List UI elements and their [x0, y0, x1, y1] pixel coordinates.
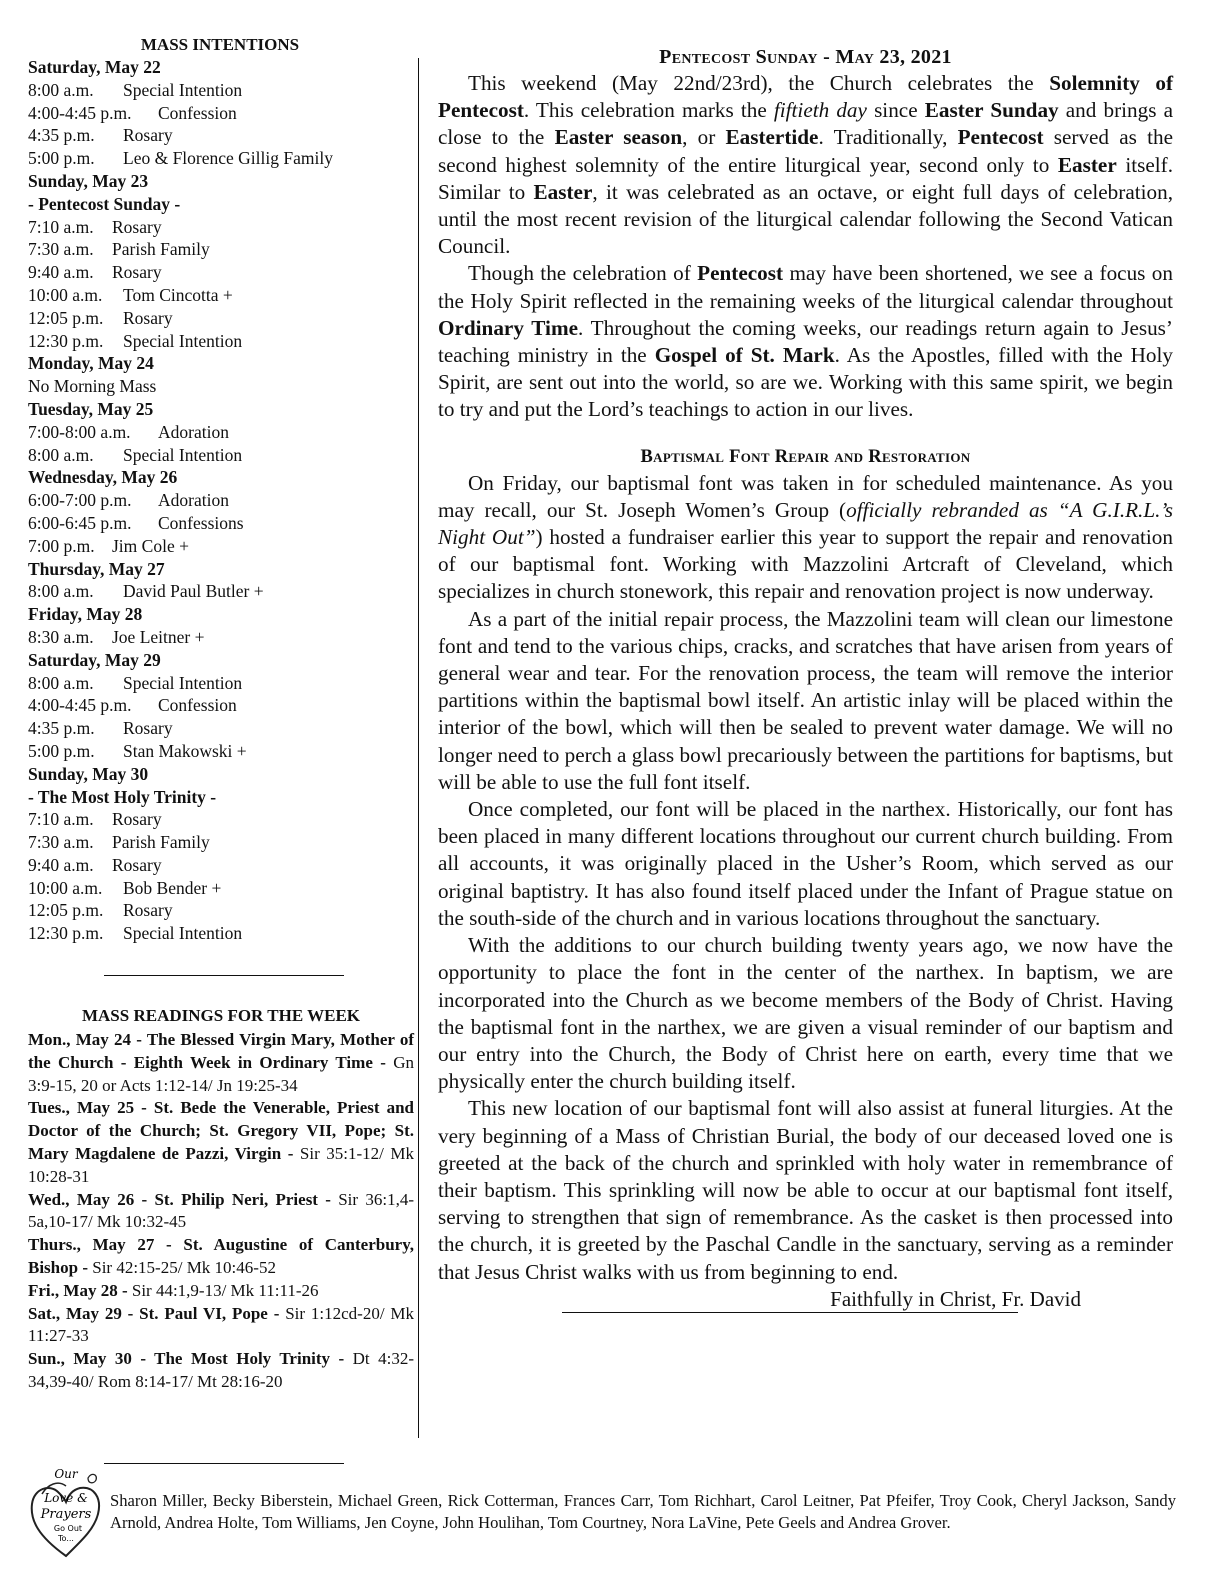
- intention-line: [28, 535, 412, 558]
- intention-text: Joe Leitner +: [112, 626, 205, 647]
- intention-line: [28, 489, 412, 512]
- reading-day: Tues., May 25 - St. Bede the Venerable, Priest and Doctor of the Church; St. Gregory VII, Pope; St. Mary Magdalene de Pazzi, Virgin -: [28, 1098, 414, 1163]
- intention-text: Confession: [158, 695, 237, 716]
- baptismal-font-article: [438, 470, 1173, 1286]
- article-paragraph: On Friday, our baptismal font was taken in for scheduled maintenance. As you may recall, our St. Joseph Women’s Group (officially rebranded as “A G.I.R.L.’s Night Out”) hosted a fundraiser earlier this year to support the repair and renovation of our baptismal font. Working with Mazzolini Artcraft of Cleveland, which specializes in church stonework, this repair and renovation project is now underway.: [438, 470, 1173, 604]
- intention-time: 5:00 p.m.: [28, 148, 95, 169]
- intention-line: [28, 284, 412, 307]
- intention-day-heading: [28, 763, 412, 786]
- intention-text: Bob Bender +: [123, 877, 222, 898]
- intention-time: - Pentecost Sunday -: [28, 193, 181, 214]
- reading-references: Sir 35:1-12/ Mk 10:28-31: [28, 1143, 414, 1186]
- reading-entry: [28, 1348, 414, 1394]
- reading-references: Sir 36:1,4-5a,10-17/ Mk 10:32-45: [28, 1189, 414, 1232]
- intention-line: [28, 216, 412, 239]
- logo-text: Go Out: [53, 1524, 83, 1533]
- intention-text: Rosary: [123, 900, 173, 921]
- article-paragraph: This new location of our baptismal font will also assist at funeral liturgies. At the very beginning of a Mass of Christian Burial, the body of our deceased loved one is greeted at the back of the church and sprinkled with holy water in remembrance of their baptism. This sprinkling will now be able to occur at our baptismal font itself, serving to strengthen that sign of remembrance. As the casket is then processed into the church, it is greeted by the Paschal Candle in the sanctuary, serving as a reminder that Jesus Christ walks with us from beginning to end.: [438, 1096, 1173, 1284]
- reading-day: Sun., May 30 - The Most Holy Trinity -: [28, 1349, 353, 1369]
- intention-time: 7:30 a.m.: [28, 239, 94, 260]
- article-paragraph: Though the celebration of Pentecost may have been shortened, we see a focus on the Holy Spirit reflected in the remaining weeks of the liturgical calendar throughout Ordinary Time. Throughout the coming weeks, our readings return again to Jesus’ teaching ministry in the Gospel of St. Mark. As the Apostles, filled with the Holy Spirit, are sent out into the world, so are we. Working with this same spirit, we begin to try and put the Lord’s teachings to action in our lives.: [438, 261, 1173, 422]
- reading-day: Sat., May 29 - St. Paul VI, Pope -: [28, 1303, 286, 1323]
- reading-entry: [28, 1280, 414, 1303]
- reading-day: Fri., May 28 -: [28, 1280, 132, 1300]
- intention-line: [28, 124, 412, 147]
- pastor-article: [438, 44, 1173, 1314]
- article-intro: [438, 70, 1173, 424]
- mass-readings-list: [28, 1029, 414, 1394]
- intention-time: 12:30 p.m.: [28, 923, 104, 944]
- intention-time: 9:40 a.m.: [28, 854, 94, 875]
- intention-line: [28, 899, 412, 922]
- intention-line: [28, 854, 412, 877]
- intention-time: 6:00-7:00 p.m.: [28, 490, 132, 511]
- intention-text: Rosary: [123, 125, 173, 146]
- intention-line: [28, 238, 412, 261]
- intention-time: - The Most Holy Trinity -: [28, 786, 217, 807]
- intention-day-heading: [28, 603, 412, 626]
- intention-text: David Paul Butler +: [123, 581, 264, 602]
- intention-time: Sunday, May 23: [28, 170, 149, 191]
- intention-time: 9:40 a.m.: [28, 262, 94, 283]
- intention-day-heading: [28, 56, 412, 79]
- logo-text: Love &: [44, 1491, 88, 1505]
- intention-line: [28, 740, 412, 763]
- article-paragraph: Once completed, our font will be placed in the narthex. Historically, our font has been placed in many different locations throughout our current church building. From all accounts, it was originally placed in the Usher’s Room, which served as our original baptistry. It has also found itself placed under the Infant of Prague statue on the south-side of the church and in various locations throughout the sanctuary.: [438, 797, 1173, 930]
- intention-time: 4:00-4:45 p.m.: [28, 102, 132, 123]
- intention-time: Saturday, May 29: [28, 649, 161, 670]
- intention-line: [28, 102, 412, 125]
- intention-time: 8:00 a.m.: [28, 672, 94, 693]
- mass-readings: [28, 1005, 414, 1394]
- love-and-prayers-logo: [28, 1464, 104, 1564]
- intention-text: Parish Family: [112, 832, 210, 853]
- intention-time: 7:10 a.m.: [28, 216, 94, 237]
- intention-text: Special Intention: [123, 444, 243, 465]
- intention-line: [28, 717, 412, 740]
- intention-day-heading: [28, 649, 412, 672]
- divider-rule: [104, 1463, 344, 1464]
- intention-day-heading: [28, 466, 412, 489]
- intention-time: Sunday, May 30: [28, 763, 149, 784]
- intention-time: 10:00 a.m.: [28, 877, 103, 898]
- intention-text: Stan Makowski +: [123, 740, 247, 761]
- intention-time: Wednesday, May 26: [28, 467, 178, 488]
- intention-time: 8:00 a.m.: [28, 444, 94, 465]
- mass-intentions: [28, 34, 412, 945]
- signature-block: [438, 1286, 1173, 1314]
- reading-entry: [28, 1097, 414, 1188]
- reading-entry: [28, 1234, 414, 1280]
- intention-line: [28, 147, 412, 170]
- intention-time: 4:00-4:45 p.m.: [28, 695, 132, 716]
- intention-text: Parish Family: [112, 239, 210, 260]
- intention-text: Confessions: [158, 512, 244, 533]
- intention-text: Rosary: [112, 809, 162, 830]
- intention-text: Confession: [158, 102, 237, 123]
- intention-text: Special Intention: [123, 330, 243, 351]
- intention-time: 8:30 a.m.: [28, 626, 94, 647]
- intention-time: 4:35 p.m.: [28, 718, 95, 739]
- intention-time: 12:30 p.m.: [28, 330, 104, 351]
- intention-line: [28, 626, 412, 649]
- intention-text: Rosary: [112, 262, 162, 283]
- intention-line: [28, 261, 412, 284]
- intention-time: 6:00-6:45 p.m.: [28, 512, 132, 533]
- intention-time: Friday, May 28: [28, 604, 143, 625]
- intention-time: Monday, May 24: [28, 353, 154, 374]
- intention-text: Adoration: [158, 421, 229, 442]
- article-paragraph: As a part of the initial repair process, the Mazzolini team will clean our limestone font and tend to the various chips, cracks, and scratches that have arisen from years of general wear and tear. For the renovation process, the team will remove the interior partitions within the baptismal bowl itself. An artistic inlay will be placed within the interior of the bowl, which will then be sealed to prevent water damage. We will no longer need to perch a glass bowl precariously between the partitions for baptisms, but will be able to use the full font itself.: [438, 606, 1173, 794]
- reading-references: Sir 42:15-25/ Mk 10:46-52: [92, 1257, 276, 1277]
- intention-day-heading: [28, 786, 412, 809]
- intention-time: Tuesday, May 25: [28, 398, 154, 419]
- intention-day-heading: [28, 558, 412, 581]
- reading-references: Sir 44:1,9-13/ Mk 11:11-26: [131, 1280, 319, 1300]
- intention-time: 7:00 p.m.: [28, 535, 95, 556]
- intention-text: Rosary: [112, 216, 162, 237]
- intention-line: [28, 808, 412, 831]
- intention-text: Jim Cole +: [112, 535, 189, 556]
- intention-time: 12:05 p.m.: [28, 307, 104, 328]
- reading-references: Sir 1:12cd-20/ Mk 11:27-33: [28, 1303, 414, 1346]
- intention-time: No Morning Mass: [28, 376, 157, 397]
- intention-line: [28, 421, 412, 444]
- intention-text: Rosary: [112, 854, 162, 875]
- reading-day: Mon., May 24 - The Blessed Virgin Mary, Mother of the Church - Eighth Week in Ordinary Time -: [28, 1030, 414, 1072]
- reading-references: Dt 4:32-34,39-40/ Rom 8:14-17/ Mt 28:16-20: [28, 1349, 414, 1391]
- intention-line: [28, 307, 412, 330]
- intention-day-heading: [28, 170, 412, 193]
- reading-entry: [28, 1029, 414, 1097]
- mass-intentions-title: MASS INTENTIONS: [140, 35, 300, 54]
- intention-day-heading: [28, 193, 412, 216]
- intention-time: 4:35 p.m.: [28, 125, 95, 146]
- divider-rule: [104, 975, 344, 976]
- intention-text: Rosary: [123, 718, 173, 739]
- column-divider: [418, 58, 419, 1438]
- logo-text: Prayers: [40, 1507, 92, 1522]
- article-paragraph: This weekend (May 22nd/23rd), the Church celebrates the Solemnity of Pentecost. This celebration marks the fiftieth day since Easter Sunday and brings a close to the Easter season, or Eastertide. Traditionally, Pentecost served as the second highest solemnity of the entire liturgical year, second only to Easter itself. Similar to Easter, it was celebrated as an octave, or eight full days of celebration, until the most recent revision of the liturgical calendar following the Second Vatican Council.: [438, 71, 1173, 259]
- reading-day: Thurs., May 27 - St. Augustine of Canterbury, Bishop -: [28, 1235, 414, 1277]
- intention-line: [28, 444, 412, 467]
- intention-line: [28, 330, 412, 353]
- intention-time: 5:00 p.m.: [28, 740, 95, 761]
- reading-day: Wed., May 26 - St. Philip Neri, Priest -: [28, 1189, 339, 1209]
- intention-line: [28, 831, 412, 854]
- logo-text: To...: [58, 1534, 74, 1543]
- intention-time: Thursday, May 27: [28, 558, 165, 579]
- baptismal-font-heading: Baptismal Font Repair and Restoration: [640, 446, 971, 467]
- intention-day-heading: [28, 352, 412, 375]
- intention-text: Special Intention: [123, 672, 243, 693]
- logo-text: Our: [54, 1467, 78, 1481]
- intention-line: [28, 512, 412, 535]
- reading-entry: [28, 1189, 414, 1235]
- intention-time: 8:00 a.m.: [28, 581, 94, 602]
- intention-text: Tom Cincotta +: [123, 284, 233, 305]
- intention-line: [28, 672, 412, 695]
- intention-time: 7:30 a.m.: [28, 832, 94, 853]
- signature: Faithfully in Christ, Fr. David: [830, 1286, 1081, 1311]
- intention-text: Adoration: [158, 490, 229, 511]
- intention-time: 10:00 a.m.: [28, 284, 103, 305]
- intention-time: 7:10 a.m.: [28, 809, 94, 830]
- intention-line: [28, 580, 412, 603]
- article-title: Pentecost Sunday - May 23, 2021: [659, 46, 952, 68]
- reading-references: Gn 3:9-15, 20 or Acts 1:12-14/ Jn 19:25-34: [28, 1052, 414, 1095]
- intention-line: [28, 922, 412, 945]
- intention-text: Leo & Florence Gillig Family: [123, 148, 333, 169]
- intention-line: [28, 375, 412, 398]
- mass-readings-title: MASS READINGS FOR THE WEEK: [81, 1006, 361, 1025]
- intention-text: Rosary: [123, 307, 173, 328]
- intention-time: 12:05 p.m.: [28, 900, 104, 921]
- intention-text: Special Intention: [123, 79, 243, 100]
- intention-day-heading: [28, 398, 412, 421]
- reading-entry: [28, 1303, 414, 1349]
- intention-line: [28, 877, 412, 900]
- intention-time: 8:00 a.m.: [28, 79, 94, 100]
- mass-intentions-list: [28, 56, 412, 945]
- intention-time: Saturday, May 22: [28, 57, 161, 77]
- intention-time: 7:00-8:00 a.m.: [28, 421, 131, 442]
- prayer-list: Sharon Miller, Becky Biberstein, Michael Green, Rick Cotterman, Frances Carr, Tom Richhart, Carol Leitner, Pat Pfeifer, Troy Cook, Cheryl Jackson, Sandy Arnold, Andrea Holte, Tom Williams, Jen Coyne, John Houlihan, Tom Courtney, Nora LaVine, Pete Geels and Andrea Grover.: [110, 1491, 1176, 1532]
- intention-line: [28, 79, 412, 102]
- intention-text: Special Intention: [123, 923, 243, 944]
- intention-line: [28, 694, 412, 717]
- article-paragraph: With the additions to our church building twenty years ago, we now have the opportunity to place the font in the center of the narthex. In baptism, we are incorporated into the Church as we become members of the Body of Christ. Having the baptismal font in the narthex, we are given a visual reminder of our baptism and our entry into the Church, the Body of Christ here on earth, every time that we physically enter the church building itself.: [438, 933, 1173, 1094]
